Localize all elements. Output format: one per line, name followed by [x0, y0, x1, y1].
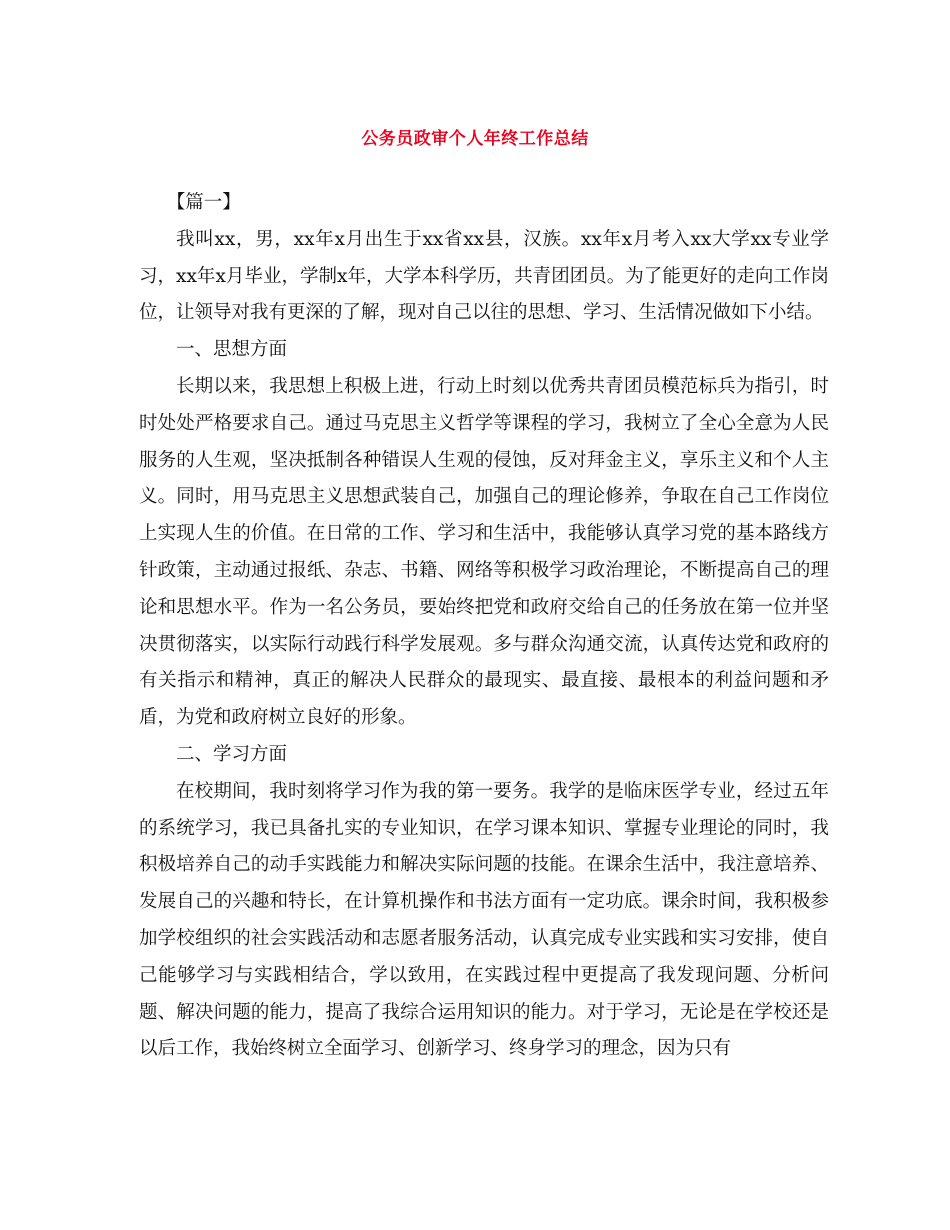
- paragraph-study: 在校期间，我时刻将学习作为我的第一要务。我学的是临床医学专业，经过五年的系统学习，我已具备扎实的专业知识，在学习课本知识、掌握专业理论的同时，我积极培养自己的动手实践能力和解决实际问题的技能。在课余生活中，我注意培养、发展自己的兴趣和特长，在计算机操作和书法方面有一定功底。课余时间，我积极参加学校组织的社会实践活动和志愿者服务活动，认真完成专业实践和实习安排，使自己能够学习与实践相结合，学以致用，在实践过程中更提高了我发现问题、分析问题、解决问题的能力，提高了我综合运用知识的能力。对于学习，无论是在学校还是以后工作，我始终树立全面学习、创新学习、终身学习的理念，因为只有: [139, 780, 829, 1060]
- paragraph-thought: 长期以来，我思想上积极上进，行动上时刻以优秀共青团员模范标兵为指引，时时处处严格要求自己。通过马克思主义哲学等课程的学习，我树立了全心全意为人民服务的人生观，坚决抵制各种错误人生观的侵蚀，反对拜金主义，享乐主义和个人主义。同时，用马克思主义思想武装自己，加强自己的理论修养，争取在自己工作岗位上实现人生的价值。在日常的工作、学习和生活中，我能够认真学习党的基本路线方针政策，主动通过报纸、杂志、书籍、网络等积极学习政治理论，不断提高自己的理论和思想水平。作为一名公务员，要始终把党和政府交给自己的任务放在第一位并坚决贯彻落实，以实际行动践行科学发展观。多与群众沟通交流，认真传达党和政府的有关指示和精神，真正的解决人民群众的最现实、最直接、最根本的利益问题和矛盾，为党和政府树立良好的形象。: [139, 375, 829, 729]
- section-heading-thought: 一、思想方面: [176, 339, 288, 361]
- chapter-heading: 【篇一】: [166, 192, 241, 213]
- paragraph-intro: 我叫xx，男，xx年x月出生于xx省xx县，汉族。xx年x月考入xx大学xx专业学习，xx年x月毕业，学制x年，大学本科学历，共青团团员。为了能更好的走向工作岗位，让领导对我有更深的了解，现对自己以往的思想、学习、生活情况做如下小结。: [139, 228, 829, 324]
- section-heading-study: 二、学习方面: [176, 743, 288, 765]
- document-body: [139, 185, 829, 1068]
- document-title: 公务员政审个人年终工作总结: [361, 129, 589, 149]
